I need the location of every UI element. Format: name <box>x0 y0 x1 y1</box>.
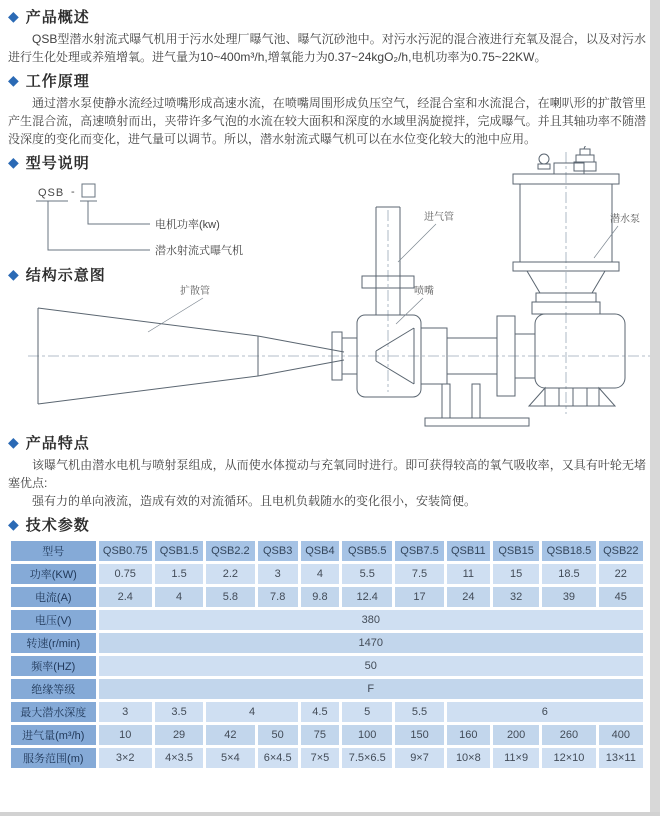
table-cell: 4 <box>206 702 298 722</box>
table-row <box>11 656 643 676</box>
table-cell: 22 <box>599 564 643 584</box>
table-cell: 18.5 <box>542 564 595 584</box>
table-cell: 7.5×6.5 <box>342 748 392 768</box>
col-header: QSB0.75 <box>99 541 152 561</box>
table-cell: 4 <box>155 587 203 607</box>
table-cell: 5×4 <box>206 748 254 768</box>
col-header: QSB11 <box>447 541 490 561</box>
row-label: 电压(V) <box>11 610 96 630</box>
section-heading-overview <box>8 6 646 27</box>
table-cell: 75 <box>301 725 339 745</box>
table-cell: 3×2 <box>99 748 152 768</box>
table-cell: 5.8 <box>206 587 254 607</box>
col-header: QSB4 <box>301 541 339 561</box>
section-heading-structure <box>8 264 106 285</box>
structure-diagram <box>8 146 660 428</box>
table-cell: 5.5 <box>342 564 392 584</box>
table-cell: 45 <box>599 587 643 607</box>
table-cell: 6×4.5 <box>258 748 298 768</box>
table-cell: 32 <box>493 587 539 607</box>
table-cell: 15 <box>493 564 539 584</box>
col-header: QSB1.5 <box>155 541 203 561</box>
col-header: QSB22 <box>599 541 643 561</box>
page-bottom-edge <box>0 812 660 816</box>
table-cell: 5 <box>342 702 392 722</box>
section-heading-features <box>8 432 646 453</box>
table-row <box>11 610 643 630</box>
diamond-icon: ◆ <box>8 515 19 532</box>
table-cell: 5.5 <box>395 702 443 722</box>
table-row <box>11 633 643 653</box>
table-cell: 9×7 <box>395 748 443 768</box>
table-cell: 3 <box>258 564 298 584</box>
nozzle-label: 喷嘴 <box>414 286 434 297</box>
table-row <box>11 748 643 768</box>
table-cell: 260 <box>542 725 595 745</box>
table-cell: 4 <box>301 564 339 584</box>
model-power-box <box>82 184 95 197</box>
section-title: 结构示意图 <box>25 267 106 284</box>
table-cell: 7.8 <box>258 587 298 607</box>
diamond-icon: ◆ <box>8 71 19 88</box>
table-cell: 10 <box>99 725 152 745</box>
table-cell: 2.2 <box>206 564 254 584</box>
table-cell: F <box>99 679 643 699</box>
diamond-icon: ◆ <box>8 265 19 282</box>
col-header: QSB2.2 <box>206 541 254 561</box>
row-label: 功率(KW) <box>11 564 96 584</box>
diffuser-label: 扩散管 <box>180 286 210 297</box>
model-code: QSB <box>38 187 65 199</box>
table-row <box>11 725 643 745</box>
params-table <box>8 538 646 771</box>
table-cell: 1.5 <box>155 564 203 584</box>
col-header: QSB18.5 <box>542 541 595 561</box>
table-cell: 380 <box>99 610 643 630</box>
table-cell: 1470 <box>99 633 643 653</box>
table-cell: 2.4 <box>99 587 152 607</box>
section-title: 工作原理 <box>25 73 90 90</box>
table-cell: 11 <box>447 564 490 584</box>
leader-lines <box>148 224 618 332</box>
table-cell: 13×11 <box>599 748 643 768</box>
row-label: 最大潜水深度 <box>11 702 96 722</box>
table-cell: 29 <box>155 725 203 745</box>
section-title: 型号说明 <box>25 155 90 172</box>
model-series-label: 潜水射流式曝气机 <box>155 245 243 257</box>
principle-paragraph: 通过潜水泵使静水流经过喷嘴形成高速水流，在喷嘴周围形成负压空气，经混合室和水流混合，在喇叭形的扩散管里产生混合流，高速喷射而出，夹带许多气泡的水流在较大面积和深度的水域里涡旋搅拌，完成曝气。并且其轴功率不随潜没深度的变化而变化，进气量可以调节。所以，潜水射流式曝气机可以在水位变化较大的池中应用。 <box>8 96 646 146</box>
row-label: 转速(r/min) <box>11 633 96 653</box>
pump-volute <box>529 302 625 406</box>
table-cell: 100 <box>342 725 392 745</box>
diamond-icon: ◆ <box>8 153 19 170</box>
table-cell: 7×5 <box>301 748 339 768</box>
table-cell: 160 <box>447 725 490 745</box>
row-label: 服务范围(m) <box>11 748 96 768</box>
table-cell: 24 <box>447 587 490 607</box>
section-heading-params <box>8 514 646 535</box>
section-heading-principle <box>8 70 646 91</box>
col-header: QSB3 <box>258 541 298 561</box>
table-cell: 400 <box>599 725 643 745</box>
col-header: QSB15 <box>493 541 539 561</box>
table-row <box>11 564 643 584</box>
table-cell: 39 <box>542 587 595 607</box>
features-paragraph-2: 强有力的单向液流，造成有效的对流循环。且电机负载随水的变化很小，安装简便。 <box>32 494 477 508</box>
table-cell: 150 <box>395 725 443 745</box>
table-cell: 4.5 <box>301 702 339 722</box>
table-row <box>11 587 643 607</box>
table-cell: 3.5 <box>155 702 203 722</box>
row-label: 电流(A) <box>11 587 96 607</box>
table-cell: 42 <box>206 725 254 745</box>
table-cell: 50 <box>258 725 298 745</box>
table-cell: 10×8 <box>447 748 490 768</box>
row-label: 绝缘等级 <box>11 679 96 699</box>
pump-label: 潜水泵 <box>610 214 640 225</box>
col-header: QSB7.5 <box>395 541 443 561</box>
support-stand <box>425 384 529 426</box>
table-cell: 3 <box>99 702 152 722</box>
table-cell: 9.8 <box>301 587 339 607</box>
table-cell: 4×3.5 <box>155 748 203 768</box>
table-cell: 6 <box>447 702 643 722</box>
table-cell: 17 <box>395 587 443 607</box>
diamond-icon: ◆ <box>8 433 19 450</box>
col-header: QSB5.5 <box>342 541 392 561</box>
overview-paragraph: QSB型潜水射流式曝气机用于污水处理厂曝气池、曝气沉砂池中。对污水污泥的混合液进行充氧及混合，以及对污水进行生化处理或养殖增氧。进气量为10~400m³/h,增氧能力为0.37~24kgO₂/h,电机功率为0.75~22KW。 <box>8 32 646 64</box>
table-cell: 12×10 <box>542 748 595 768</box>
table-row <box>11 679 643 699</box>
features-paragraph-1: 该曝气机由潜水电机与喷射泵组成，从而使水体搅动与充氧同时进行。即可获得较高的氧气吸收率，又具有叶轮无堵塞优点: <box>8 458 646 490</box>
table-cell: 12.4 <box>342 587 392 607</box>
table-cell: 50 <box>99 656 643 676</box>
table-cell: 0.75 <box>99 564 152 584</box>
page-right-edge <box>650 0 660 816</box>
table-row <box>11 702 643 722</box>
col-header-model: 型号 <box>11 541 96 561</box>
section-title: 产品特点 <box>25 435 90 452</box>
model-power-label: 电机功率(kw) <box>155 219 220 231</box>
model-and-structure-zone <box>8 176 646 428</box>
row-label: 频率(HZ) <box>11 656 96 676</box>
section-title: 产品概述 <box>25 9 90 26</box>
air-pipe-label: 进气管 <box>424 212 454 223</box>
table-cell: 7.5 <box>395 564 443 584</box>
model-dash: - <box>71 186 76 198</box>
row-label: 进气量(m³/h) <box>11 725 96 745</box>
section-title: 技术参数 <box>25 517 90 534</box>
table-cell: 200 <box>493 725 539 745</box>
model-legend <box>38 186 243 257</box>
table-cell: 11×9 <box>493 748 539 768</box>
diamond-icon: ◆ <box>8 7 19 24</box>
